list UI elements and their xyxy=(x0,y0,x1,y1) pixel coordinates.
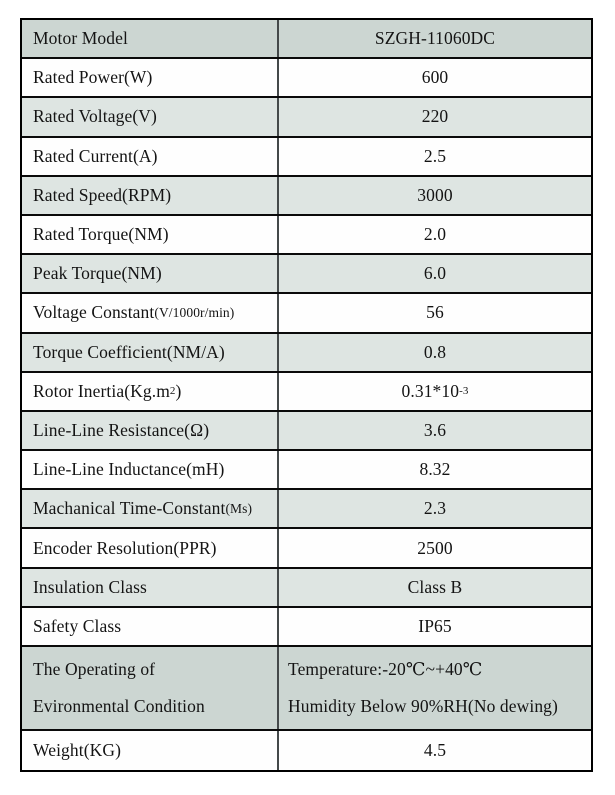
row-value-cell xyxy=(279,647,591,729)
row-value-cell xyxy=(279,569,591,606)
row-label-cell xyxy=(22,177,279,214)
spec-row-motor-model xyxy=(22,20,591,59)
row-value-text: SZGH-11060DC xyxy=(374,28,496,49)
row-value-text: 3.6 xyxy=(423,419,447,440)
row-value-cell xyxy=(279,334,591,371)
row-value-cell xyxy=(279,255,591,292)
spec-row-encoder-resolution xyxy=(22,529,591,568)
row-label-text: Rated Speed(RPM) xyxy=(33,184,172,205)
row-label-cell xyxy=(22,608,279,645)
row-label-cell xyxy=(22,529,279,566)
spec-row-rated-power xyxy=(22,59,591,98)
row-label-line: The Operating of xyxy=(33,659,156,679)
row-value-cell xyxy=(279,490,591,527)
row-label-text: Rated Current(A) xyxy=(33,145,158,166)
row-label-text: Rated Torque(NM) xyxy=(33,224,169,245)
row-value-line: Humidity Below 90%RH(No dewing) xyxy=(288,696,558,716)
row-label-cell xyxy=(22,569,279,606)
row-label-unit-small: (V/1000r/min) xyxy=(154,304,235,320)
row-value-cell xyxy=(279,216,591,253)
spec-row-rated-torque xyxy=(22,216,591,255)
spec-row-weight xyxy=(22,731,591,770)
row-value-text: 600 xyxy=(421,67,449,88)
row-label-cell xyxy=(22,412,279,449)
row-value-cell xyxy=(279,98,591,135)
row-label-cell xyxy=(22,334,279,371)
row-label-cell: Rotor Inertia(Kg.m 2 ) xyxy=(22,373,279,410)
row-value-text: 56 xyxy=(426,302,444,323)
row-value-cell xyxy=(279,294,591,331)
row-value-text: 6.0 xyxy=(423,263,447,284)
row-label-text: Weight(KG) xyxy=(33,740,122,761)
row-label-cell xyxy=(22,731,279,770)
row-value-text: 2500 xyxy=(417,537,453,558)
row-label-cell xyxy=(22,98,279,135)
row-label-cell xyxy=(22,255,279,292)
spec-row-rated-current xyxy=(22,138,591,177)
row-label-text: Voltage Constant xyxy=(33,302,155,323)
row-value-cell: 0.31*10 -3 xyxy=(401,380,469,401)
row-label-cell xyxy=(22,216,279,253)
row-value-text: 4.5 xyxy=(423,740,447,761)
spec-row-line-line-resistance xyxy=(22,412,591,451)
row-label-cell xyxy=(22,59,279,96)
row-label-text: Peak Torque(NM) xyxy=(33,263,162,284)
row-label-cell xyxy=(22,20,279,57)
row-label-text: Motor Model xyxy=(33,28,128,49)
row-label-cell xyxy=(22,138,279,175)
row-value-cell xyxy=(279,138,591,175)
row-value-text: 2.0 xyxy=(423,224,447,245)
row-label-text-after: ) xyxy=(175,380,182,401)
row-label-text: Encoder Resolution(PPR) xyxy=(33,537,217,558)
spec-row-rotor-inertia xyxy=(22,373,591,412)
row-label-text: Torque Coefficient(NM/A) xyxy=(33,341,225,362)
row-value-text: 2.5 xyxy=(423,145,447,166)
spec-row-torque-coefficient xyxy=(22,334,591,373)
row-value-cell xyxy=(279,20,591,57)
row-label-text: Line-Line Inductance(mH) xyxy=(33,459,225,480)
row-value-text: 0.8 xyxy=(423,341,447,362)
row-value-text: 2.3 xyxy=(423,498,447,519)
row-label-text: Insulation Class xyxy=(33,576,147,597)
spec-row-safety-class xyxy=(22,608,591,647)
motor-spec-table xyxy=(20,18,593,772)
row-value-text: Class B xyxy=(407,576,463,597)
row-value-cell xyxy=(279,177,591,214)
row-value-cell xyxy=(279,529,591,566)
spec-row-operating-environmental-condition xyxy=(22,647,591,731)
spec-row-rated-voltage xyxy=(22,98,591,137)
row-value-text: IP65 xyxy=(418,615,452,636)
row-value-text: 8.32 xyxy=(419,459,451,480)
spec-row-voltage-constant xyxy=(22,294,591,333)
row-label-text: Rated Voltage(V) xyxy=(33,106,157,127)
row-value-cell xyxy=(279,59,591,96)
row-value-cell xyxy=(279,412,591,449)
row-label-text: Rated Power(W) xyxy=(33,67,153,88)
row-label-cell xyxy=(22,294,279,331)
row-label-cell xyxy=(22,647,279,729)
spec-row-line-line-inductance xyxy=(22,451,591,490)
row-label-text: Safety Class xyxy=(33,615,122,636)
spec-row-peak-torque xyxy=(22,255,591,294)
row-label-text: Rotor Inertia(Kg.m xyxy=(33,380,170,401)
row-value-cell xyxy=(279,608,591,645)
row-label-text: Machanical Time-Constant xyxy=(33,498,226,519)
row-label-line: Evironmental Condition xyxy=(33,696,205,716)
row-value-text: 3000 xyxy=(417,184,453,205)
spec-row-rated-speed xyxy=(22,177,591,216)
row-value-cell xyxy=(279,451,591,488)
spec-row-insulation-class xyxy=(22,569,591,608)
row-label-cell xyxy=(22,490,279,527)
row-label-cell xyxy=(22,451,279,488)
row-value-text: 0.31*10 xyxy=(401,380,460,401)
row-value-line: Temperature:-20℃~+40℃ xyxy=(288,659,483,679)
row-value-cell xyxy=(279,731,591,770)
row-value-text: 220 xyxy=(421,106,449,127)
row-label-text: Line-Line Resistance(Ω) xyxy=(33,419,210,440)
spec-row-mechanical-time-constant xyxy=(22,490,591,529)
row-label-unit-small: (Ms) xyxy=(225,500,253,516)
